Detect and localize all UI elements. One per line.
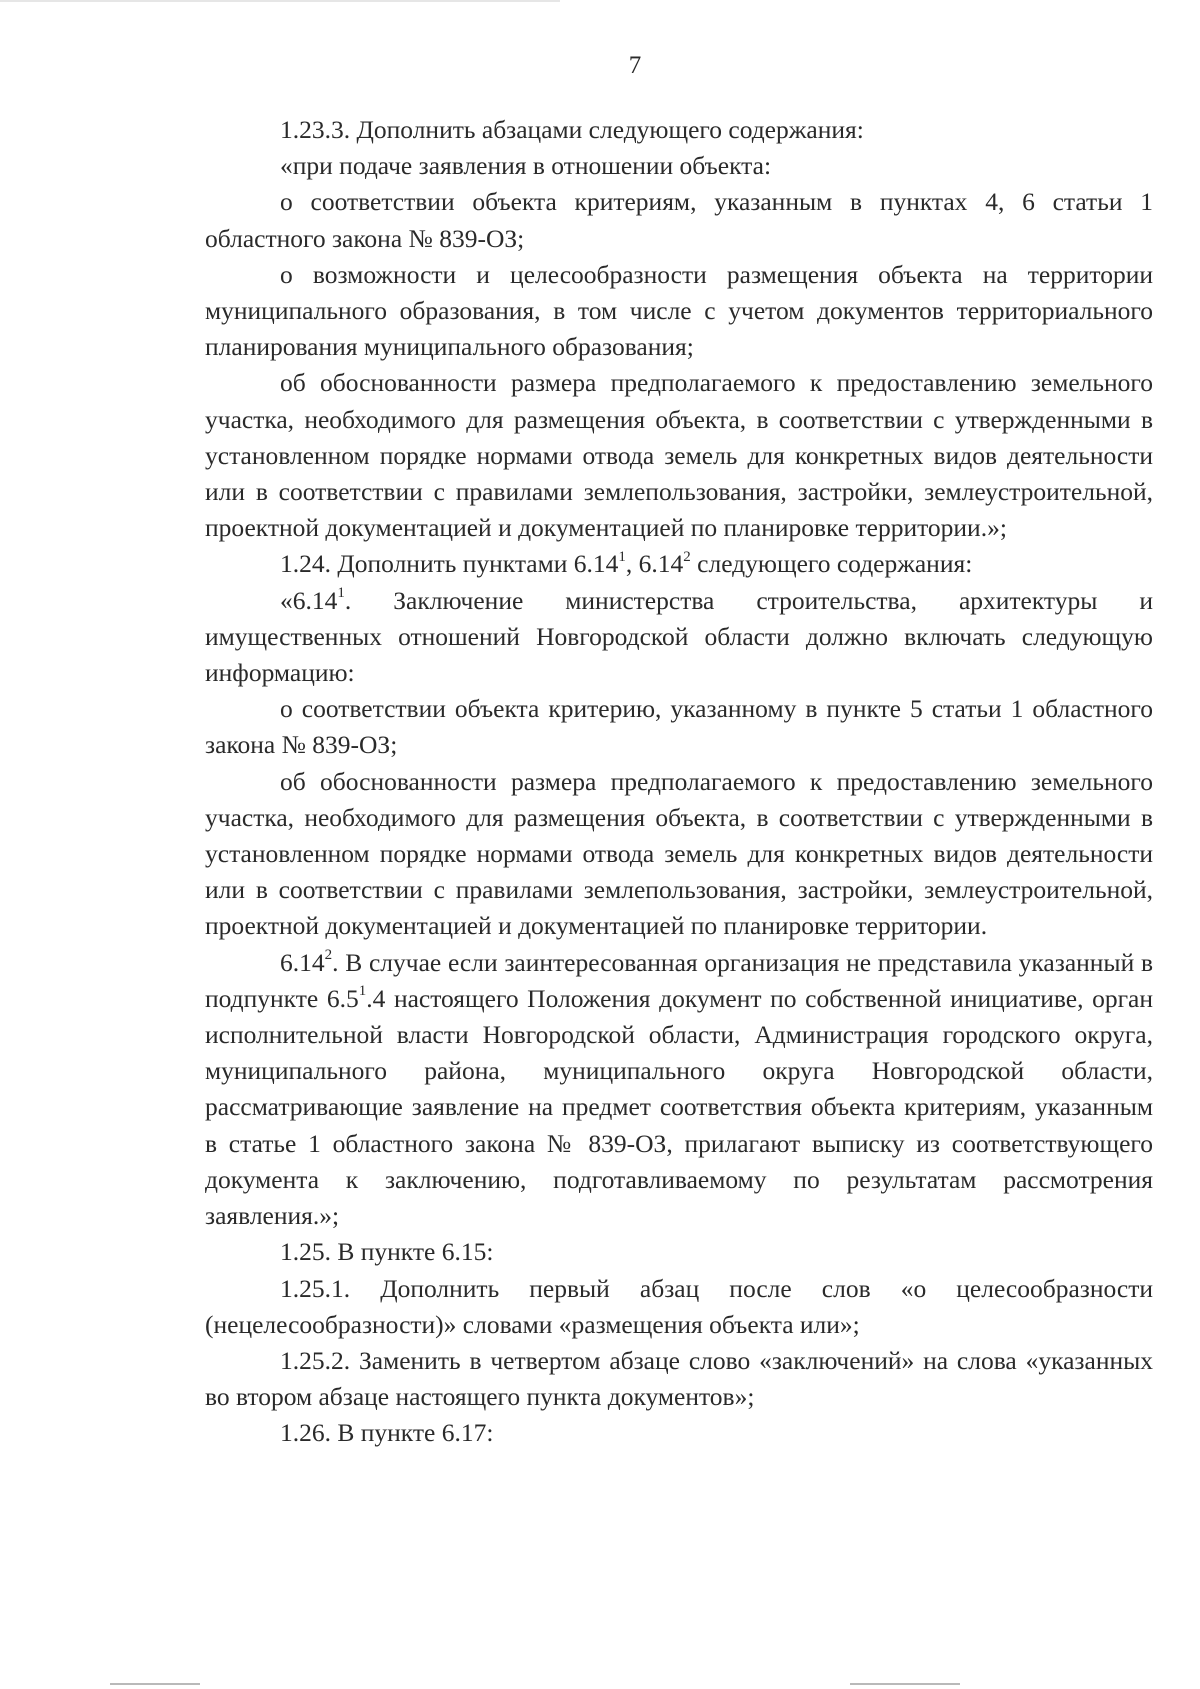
scan-artifact-top	[0, 0, 560, 2]
paragraph-1-24-text-a: 1.24. Дополнить пунктами 6.14	[280, 549, 619, 579]
paragraph-criterion-5: о соответствии объекта критерию, указанному в пункте 5 статьи 1 областного закона № 839-ОЗ;	[205, 694, 1153, 760]
document-body	[205, 112, 1153, 1452]
paragraph-land-size: об обоснованности размера предполагаемого к предоставлению земельного участка, необходимого для размещения объекта, в соответствии с утвержденными в установленном порядке нормами отвода земель для конкретных видов деятельности или в соответствии с правилами землепользования, застройки, землеустроительной, проектной документацией и документацией по планировке территории.»;	[205, 368, 1153, 543]
superscript: 2	[683, 548, 691, 565]
paragraph-feasibility: о возможности и целесообразности размещения объекта на территории муниципального образования, в том числе с учетом документов территориального планирования муниципального образования;	[205, 259, 1153, 362]
paragraph-6-14-2	[205, 945, 1153, 1235]
paragraph-1-25: 1.25. В пункте 6.15:	[280, 1237, 494, 1267]
paragraph-6-14-1-text-a: «6.14	[280, 585, 338, 615]
paragraph-1-24	[205, 546, 1153, 582]
superscript: 1	[337, 585, 345, 602]
paragraph-1-25-1: 1.25.1. Дополнить первый абзац после слов «о целесообразности (нецелесообразности)» словами «размещения объекта или»;	[205, 1273, 1153, 1339]
superscript: 2	[324, 947, 333, 964]
page-number: 7	[628, 52, 642, 79]
paragraph-land-size-2: об обоснованности размера предполагаемого к предоставлению земельного участка, необходимого для размещения объекта, в соответствии с утвержденными в установленном порядке нормами отвода земель для конкретных видов деятельности или в соответствии с правилами землепользования, застройки, землеустроительной, проектной документацией и документацией по планировке территории.	[205, 766, 1153, 941]
paragraph-6-14-2-text-c: .4 настоящего Положения документ по собственной инициативе, орган исполнительной власти Новгородской области, Администрация городского округа, муниципального района, муниципального округа Новгородской области, рассматривающие заявление на предмет соответствия объекта критериям, указанным в статье 1 областного закона № 839-ОЗ, прилагают выписку из соответствующего документа к заключению, подготавливаемому по результатам рассмотрения заявления.»;	[205, 983, 1153, 1231]
superscript: 1	[358, 983, 367, 1000]
scan-artifact-bottom-left	[110, 1683, 200, 1685]
paragraph-1-23-3: 1.23.3. Дополнить абзацами следующего содержания:	[280, 115, 864, 144]
paragraph-1-24-text-b: , 6.14	[625, 549, 684, 579]
paragraph-6-14-2-text-a: 6.14	[280, 947, 325, 977]
paragraph-6-14-1-text-b: . Заключение министерства строительства, архитектуры и имущественных отношений Новгородской области должно включать следующую информацию:	[205, 585, 1153, 688]
paragraph-quote-intro: «при подаче заявления в отношении объекта:	[280, 151, 772, 181]
paragraph-criteria: о соответствии объекта критериям, указанным в пунктах 4, 6 статьи 1 областного закона № 839-ОЗ;	[205, 187, 1153, 253]
paragraph-6-14-2-text-b: . В случае если заинтересованная организация не представила указанный в подпункте 6.5	[205, 947, 1153, 1013]
scan-artifact-bottom-right	[850, 1683, 960, 1685]
paragraph-1-26: 1.26. В пункте 6.17:	[280, 1418, 494, 1448]
paragraph-1-24-text-c: следующего содержания:	[690, 549, 973, 579]
paragraph-6-14-1	[205, 583, 1153, 692]
superscript: 1	[618, 548, 626, 565]
paragraph-1-25-2: 1.25.2. Заменить в четвертом абзаце слово «заключений» на слова «указанных во втором абзаце настоящего пункта документов»;	[205, 1345, 1153, 1412]
